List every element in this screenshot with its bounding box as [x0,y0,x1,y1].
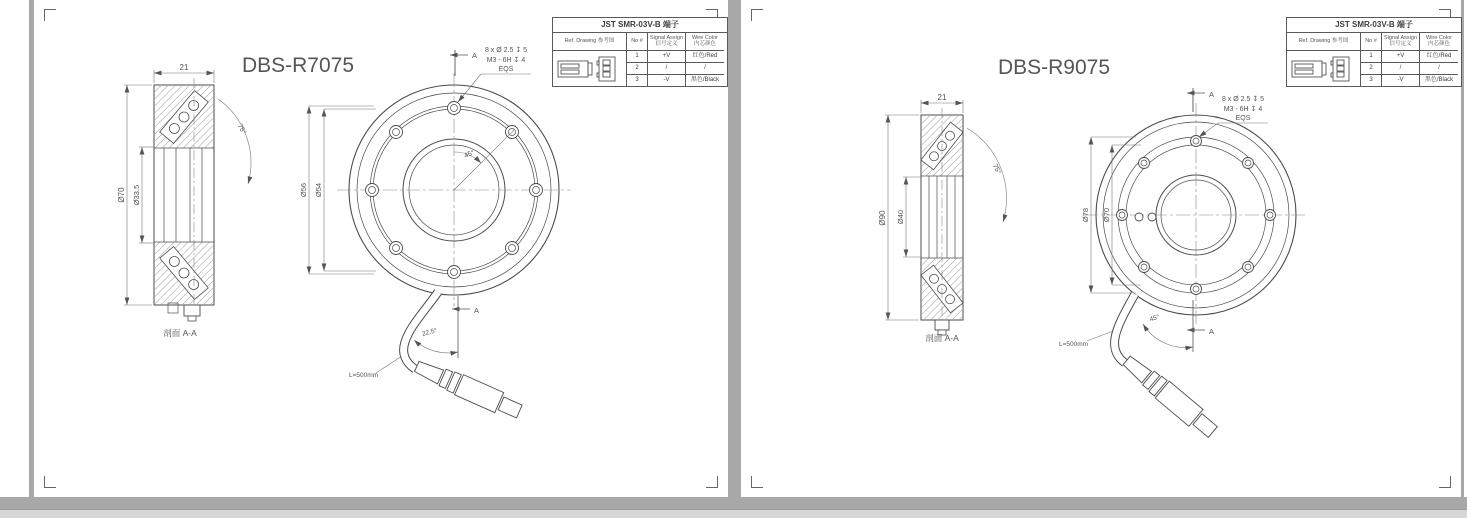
cable-length-label: L=500mm [349,372,379,379]
page-title: DBS-R9075 [997,56,1111,79]
horizontal-scrollbar[interactable] [0,509,1467,518]
dim-width: 21 [179,63,189,72]
dim-ring-outer: Ø78 [1081,207,1090,223]
header-ref-drawing: Ref. Drawing 参考图 [564,37,615,44]
pin-row-3-signal: -V [647,74,685,86]
header-no: No # [626,33,647,50]
pin-row-2-signal: / [1381,62,1419,74]
header-wire-color: Wire Color 内芯颜色 [1419,33,1458,50]
pin-row-1-signal: +V [647,50,685,62]
connector-drawing-cell [553,50,626,86]
pin-row-2-color: / [685,62,724,74]
cable-and-connector [1115,294,1220,440]
previous-page-edge [0,0,29,497]
header-ref-drawing: Ref. Drawing 参考图 [1298,37,1349,44]
connector-pinout-table [1286,17,1462,87]
front-view [1084,103,1308,327]
section-caption: 剖面 A-A [163,328,197,338]
dim-bore-diameter: Ø40 [896,209,905,225]
side-section-view [921,108,963,335]
cable-bend-angle: 22.5° [421,327,438,338]
dim-ring-inner: Ø54 [314,182,323,198]
page-title: DBS-R7075 [241,54,355,77]
pin-row-1-no: 1 [1360,50,1381,62]
section-marker-top-label: A [1209,90,1215,99]
section-marker-top-label: A [472,51,478,60]
hole-note-line1: 8 x Ø 2.5 ↧ 5 [1221,96,1265,103]
pin-row-1-color: 红色/Red [685,50,724,62]
drawing-page-dbs-r9075 [741,0,1461,497]
dim-width: 21 [937,93,947,102]
dim-roller-angle: 75° [235,123,247,136]
pin-row-3-color: 黑色/Black [1419,74,1458,86]
dim-outer-diameter: Ø70 [117,187,126,203]
dim-hole-angle: 45° [463,149,476,160]
pin-row-1-color: 红色/Red [1419,50,1458,62]
pin-row-2-signal: / [647,62,685,74]
cable-and-connector [404,292,524,422]
header-signal: Signal Assign 信号定义 [647,33,685,50]
pin-row-3-signal: -V [1381,74,1419,86]
pin-row-2-color: / [1419,62,1458,74]
hole-note-line3: EQS [498,66,514,73]
dim-outer-diameter: Ø90 [878,210,887,226]
front-view-dimensions [309,74,531,373]
dim-ring-inner: Ø70 [1102,207,1111,223]
section-marker-bottom-label: A [1209,327,1215,336]
pin-row-2-no: 2 [626,62,647,74]
hole-note-line2: M3 - 6H ↧ 4 [486,57,526,64]
pin-row-1-signal: +V [1381,50,1419,62]
hole-note-line2: M3 - 6H ↧ 4 [1223,106,1263,113]
side-section-view [154,78,214,321]
pin-row-2-no: 2 [1360,62,1381,74]
section-caption: 剖面 A-A [925,333,959,343]
pin-row-1-no: 1 [626,50,647,62]
pinout-table-title: JST SMR-03V-B 端子 [553,18,727,33]
connector-drawing-cell [1287,50,1360,86]
connector-plug-icon [1291,53,1357,85]
hole-note-line1: 8 x Ø 2.5 ↧ 5 [484,47,528,54]
cable-length-label: L=500mm [1059,341,1089,348]
dim-roller-angle: 75° [990,162,1002,176]
pin-row-3-no: 3 [626,74,647,86]
header-signal: Signal Assign 信号定义 [1381,33,1419,50]
header-no: No # [1360,33,1381,50]
dim-ring-outer: Ø56 [299,182,308,198]
section-marker-bottom-label: A [474,306,480,315]
section-marker-top [450,50,468,76]
pin-row-3-no: 3 [1360,74,1381,86]
section-marker-bottom [452,296,470,358]
drawing-page-dbs-r7075 [34,0,728,497]
pin-row-3-color: 黑色/Black [685,74,724,86]
connector-plug-icon [557,53,623,85]
connector-pinout-table [552,17,728,87]
dim-bore-diameter: Ø33.5 [132,184,141,206]
hole-note-line3: EQS [1235,115,1251,122]
cable-bend-angle: 45° [1148,313,1161,324]
header-wire-color: Wire Color 内芯颜色 [685,33,724,50]
pinout-table-title: JST SMR-03V-B 端子 [1287,18,1461,33]
